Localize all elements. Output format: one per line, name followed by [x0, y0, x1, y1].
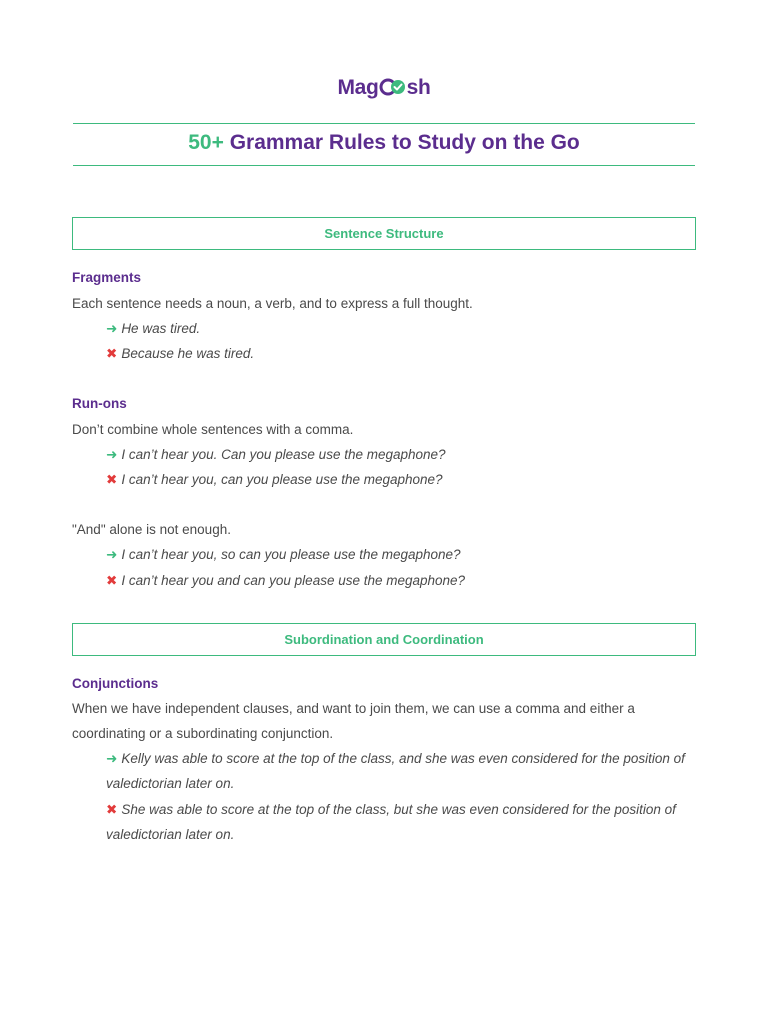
- example-incorrect: [106, 568, 702, 593]
- x-mark-icon: ✖: [106, 472, 118, 487]
- logo-check-icon: [379, 78, 407, 96]
- title-top-rule: [73, 123, 695, 124]
- right-arrow-icon: ➜: [106, 321, 118, 336]
- magoosh-logo: [0, 76, 768, 100]
- example-incorrect: [106, 467, 702, 492]
- example-text: He was tired.: [121, 321, 201, 336]
- example-text: I can’t hear you and can you please use the megaphone?: [121, 573, 466, 588]
- example-text: I can’t hear you, can you please use the megaphone?: [121, 472, 443, 487]
- x-mark-icon: ✖: [106, 573, 118, 588]
- section-header-sentence-structure: Sentence Structure: [72, 217, 696, 250]
- rule-fragments: Each sentence needs a noun, a verb, and to express a full thought.: [72, 296, 473, 311]
- heading-fragments: Fragments: [72, 270, 142, 285]
- right-arrow-icon: ➜: [106, 547, 118, 562]
- right-arrow-icon: ➜: [106, 751, 118, 766]
- rule-and-alone: "And" alone is not enough.: [72, 522, 231, 537]
- example-text: I can’t hear you. Can you please use the megaphone?: [121, 447, 446, 462]
- heading-run-ons: Run-ons: [72, 396, 127, 411]
- example-correct: [106, 746, 702, 796]
- title-bottom-rule: [73, 165, 695, 166]
- rule-conjunctions: When we have independent clauses, and want to join them, we can use a comma and either a coordinating or a subordinating conjunction.: [72, 701, 635, 741]
- title-accent: 50+: [188, 131, 224, 154]
- example-correct: [106, 542, 702, 567]
- heading-conjunctions: Conjunctions: [72, 676, 159, 691]
- title-text: Grammar Rules to Study on the Go: [223, 131, 580, 154]
- example-correct: [106, 316, 702, 341]
- section-header-subordination: Subordination and Coordination: [72, 623, 696, 656]
- logo-text-left: Mag: [337, 76, 379, 99]
- right-arrow-icon: ➜: [106, 447, 118, 462]
- example-correct: [106, 442, 702, 467]
- logo-text-right: sh: [406, 76, 431, 99]
- example-text: She was able to score at the top of the class, but she was even considered for the position of valedictorian later on.: [106, 802, 676, 842]
- x-mark-icon: ✖: [106, 346, 118, 361]
- rule-run-ons: Don’t combine whole sentences with a comma.: [72, 422, 354, 437]
- example-incorrect: [106, 797, 702, 847]
- example-incorrect: [106, 341, 702, 366]
- example-text: Because he was tired.: [121, 346, 255, 361]
- page-title: [0, 131, 768, 155]
- example-text: I can’t hear you, so can you please use the megaphone?: [121, 547, 461, 562]
- example-text: Kelly was able to score at the top of the class, and she was even considered for the position of valedictorian later on.: [106, 751, 685, 791]
- x-mark-icon: ✖: [106, 802, 118, 817]
